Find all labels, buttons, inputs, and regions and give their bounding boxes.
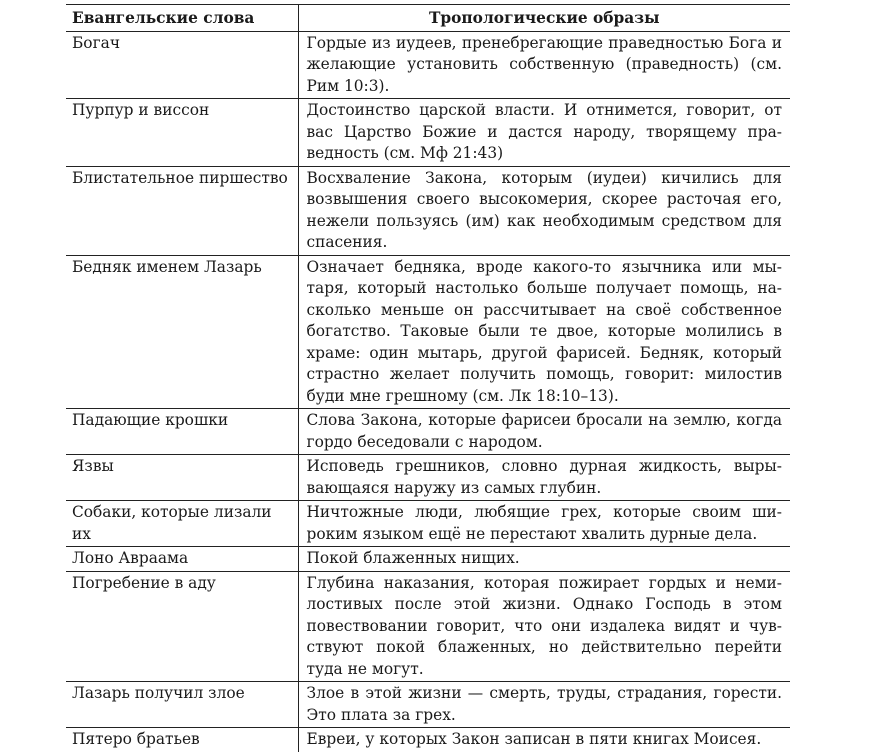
term-cell: Бедняк именем Лазарь	[66, 255, 298, 409]
meaning-cell: Покой блаженных нищих.	[298, 547, 790, 572]
term-cell: Язвы	[66, 455, 298, 501]
meaning-cell: Слова Закона, которые фарисеи бросали на землю, когда гордо беседовали с народом.	[298, 409, 790, 455]
table-header-row	[66, 5, 790, 32]
table-row	[66, 255, 790, 409]
meaning-cell: Исповедь грешников, словно дурная жидкость, вырывающаяся наружу из самых глубин.	[298, 455, 790, 501]
meaning-cell: Означает бедняка, вроде какого-то язычника или мытаря, который настолько больше получает помощь, насколько меньше он рассчитывает на своё собственное богатство. Таковые были те двое, которые молились в храме: один мытарь, другой фарисей. Бедняк, который страстно желает получить помощь, говорит: милостив буди мне грешному (см. Лк 18:10–13).	[298, 255, 790, 409]
term-cell: Богач	[66, 31, 298, 99]
tropology-table	[66, 4, 790, 752]
meaning-cell: Евреи, у которых Закон записан в пяти книгах Моисея.	[306, 730, 762, 748]
term-cell: Лазарь получил злое	[66, 682, 298, 728]
term-cell: Пятеро братьев	[66, 728, 298, 752]
document-page	[66, 4, 790, 752]
meaning-cell: Гордые из иудеев, пренебрегающие праведностью Бога и желающие установить собственную (праведность) (см. Рим 10:3).	[298, 31, 790, 99]
table-row	[66, 409, 790, 455]
term-cell: Пурпур и виссон	[66, 99, 298, 167]
table-row	[66, 571, 790, 682]
table-row	[66, 547, 790, 572]
term-cell: Собаки, которые лизали их	[66, 501, 298, 547]
term-cell: Блистательное пиршество	[66, 166, 298, 255]
header-gospel-words: Евангельские слова	[66, 5, 298, 32]
meaning-cell: Злое в этой жизни — смерть, труды, страдания, горести. Это плата за грех.	[298, 682, 790, 728]
table-row	[66, 99, 790, 167]
term-cell: Лоно Авраама	[66, 547, 298, 572]
table-row	[66, 166, 790, 255]
table-row	[66, 501, 790, 547]
table-row	[66, 31, 790, 99]
header-tropological-images: Тропологические образы	[298, 5, 790, 32]
meaning-cell: Восхваление Закона, которым (иудеи) кичились для возвышения своего высокомерия, скорее расточая его, нежели пользуясь (им) как необходимым средством для спасения.	[298, 166, 790, 255]
meaning-cell: Достоинство царской власти. И отнимется, говорит, от вас Царство Божие и дастся народу, творящему праведность (см. Мф 21:43)	[298, 99, 790, 167]
term-cell: Погребение в аду	[66, 571, 298, 682]
meaning-cell: Ничтожные люди, любящие грех, которые своим широким языком ещё не перестают хвалить дурные дела.	[298, 501, 790, 547]
table-row	[66, 682, 790, 728]
term-cell: Падающие крошки	[66, 409, 298, 455]
meaning-cell: Глубина наказания, которая пожирает гордых и немилостивых после этой жизни. Однако Господь в этом повествовании говорит, что они издалека видят и чувствуют покой блаженных, но действительно перейти туда не могут.	[298, 571, 790, 682]
table-row	[66, 728, 790, 752]
table-row	[66, 455, 790, 501]
